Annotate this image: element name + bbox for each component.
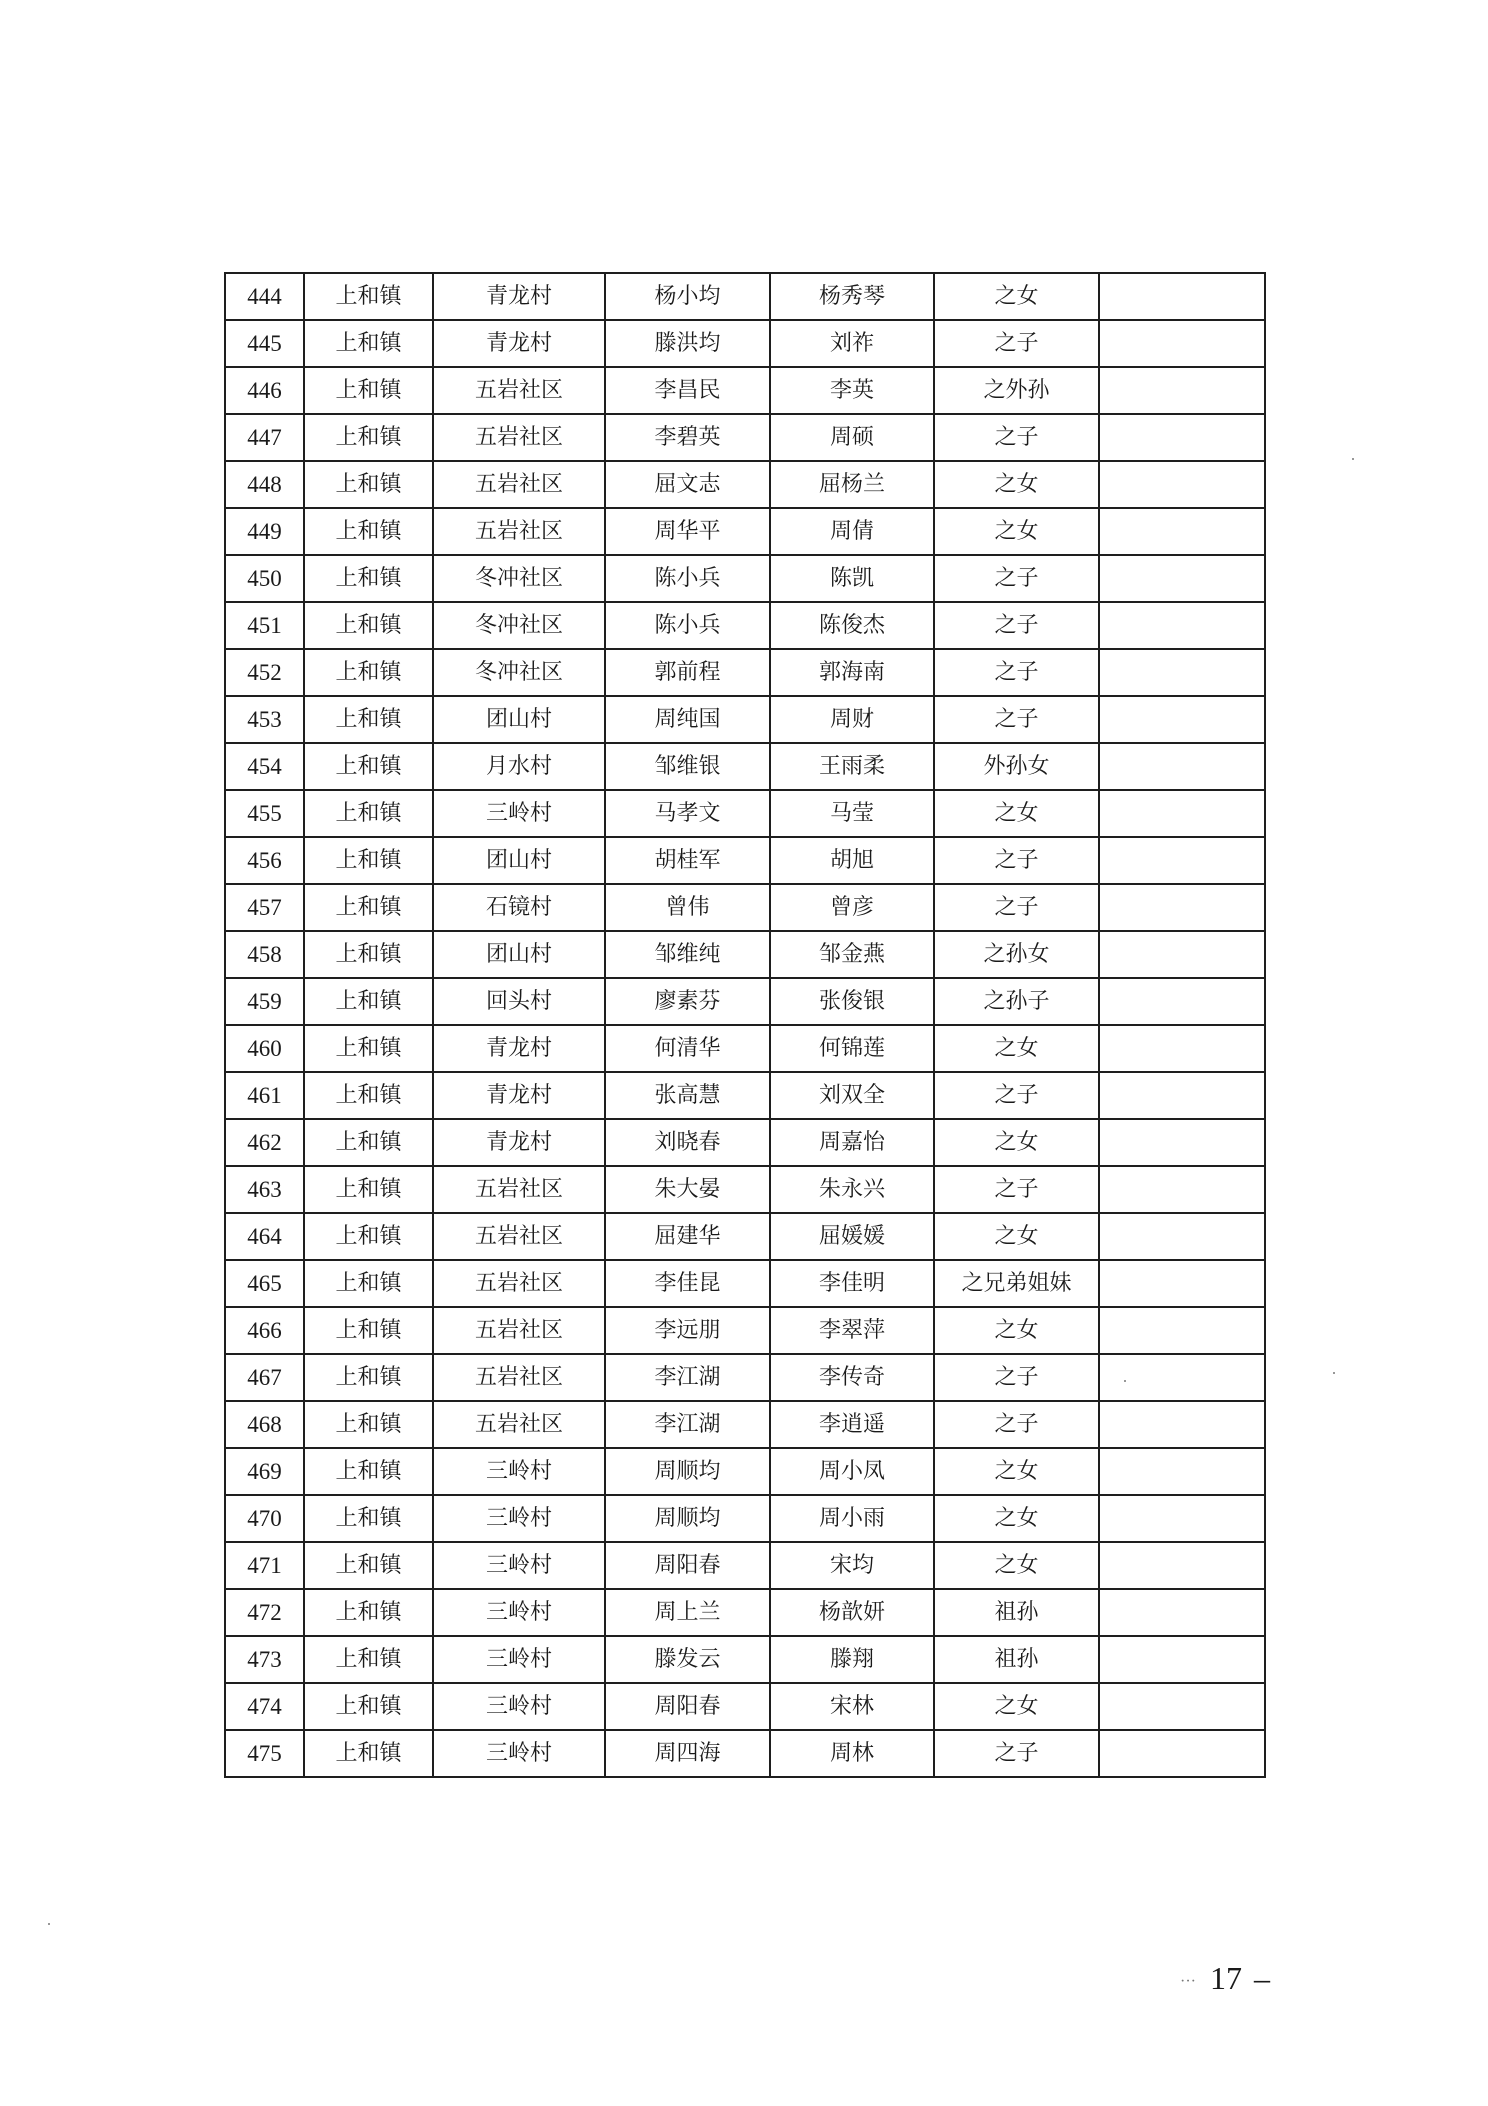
cell-relation: 之女 (934, 1542, 1099, 1589)
cell-remark (1099, 837, 1265, 884)
cell-member: 屈杨兰 (770, 461, 934, 508)
cell-relation: 祖孙 (934, 1636, 1099, 1683)
cell-member: 陈俊杰 (770, 602, 934, 649)
cell-applicant: 李碧英 (605, 414, 770, 461)
cell-town: 上和镇 (304, 320, 433, 367)
table-row (225, 696, 1265, 743)
cell-remark (1099, 1025, 1265, 1072)
table-row (225, 790, 1265, 837)
cell-member: 陈凯 (770, 555, 934, 602)
cell-member: 李逍遥 (770, 1401, 934, 1448)
cell-applicant: 周四海 (605, 1730, 770, 1777)
scan-speck (1352, 458, 1354, 460)
table-row (225, 1307, 1265, 1354)
cell-applicant: 周华平 (605, 508, 770, 555)
cell-town: 上和镇 (304, 1025, 433, 1072)
cell-member: 马莹 (770, 790, 934, 837)
cell-member: 李传奇 (770, 1354, 934, 1401)
cell-applicant: 李远朋 (605, 1307, 770, 1354)
cell-relation: 之子 (934, 649, 1099, 696)
cell-number: 471 (225, 1542, 304, 1589)
cell-town: 上和镇 (304, 696, 433, 743)
cell-remark (1099, 555, 1265, 602)
cell-applicant: 周阳春 (605, 1683, 770, 1730)
table-row (225, 931, 1265, 978)
table-row (225, 1589, 1265, 1636)
cell-town: 上和镇 (304, 1589, 433, 1636)
cell-town: 上和镇 (304, 1542, 433, 1589)
cell-number: 457 (225, 884, 304, 931)
cell-number: 451 (225, 602, 304, 649)
table-row (225, 743, 1265, 790)
table-row (225, 508, 1265, 555)
cell-number: 463 (225, 1166, 304, 1213)
cell-applicant: 朱大晏 (605, 1166, 770, 1213)
cell-relation: 之子 (934, 320, 1099, 367)
cell-remark (1099, 273, 1265, 320)
cell-village: 团山村 (433, 696, 605, 743)
cell-member: 宋均 (770, 1542, 934, 1589)
cell-number: 452 (225, 649, 304, 696)
cell-remark (1099, 978, 1265, 1025)
cell-village: 团山村 (433, 837, 605, 884)
cell-relation: 之女 (934, 1448, 1099, 1495)
page-footer (1180, 1960, 1270, 1997)
cell-relation: 之子 (934, 1401, 1099, 1448)
cell-applicant: 胡桂军 (605, 837, 770, 884)
cell-village: 五岩社区 (433, 367, 605, 414)
table-row (225, 1683, 1265, 1730)
cell-number: 458 (225, 931, 304, 978)
cell-relation: 之孙子 (934, 978, 1099, 1025)
cell-number: 445 (225, 320, 304, 367)
cell-relation: 之女 (934, 461, 1099, 508)
cell-remark (1099, 1495, 1265, 1542)
cell-village: 五岩社区 (433, 1166, 605, 1213)
cell-member: 杨歆妍 (770, 1589, 934, 1636)
cell-relation: 之子 (934, 414, 1099, 461)
table-row (225, 978, 1265, 1025)
cell-relation: 之女 (934, 1119, 1099, 1166)
cell-village: 冬冲社区 (433, 602, 605, 649)
table-row (225, 1401, 1265, 1448)
cell-remark (1099, 414, 1265, 461)
table-row (225, 1119, 1265, 1166)
cell-remark (1099, 1119, 1265, 1166)
cell-village: 五岩社区 (433, 461, 605, 508)
table-row (225, 837, 1265, 884)
table-row (225, 1636, 1265, 1683)
cell-remark (1099, 649, 1265, 696)
cell-number: 446 (225, 367, 304, 414)
cell-applicant: 张高慧 (605, 1072, 770, 1119)
cell-member: 张俊银 (770, 978, 934, 1025)
cell-relation: 之子 (934, 1072, 1099, 1119)
cell-remark (1099, 461, 1265, 508)
cell-remark (1099, 696, 1265, 743)
cell-remark (1099, 931, 1265, 978)
cell-remark (1099, 602, 1265, 649)
cell-remark (1099, 1683, 1265, 1730)
cell-member: 郭海南 (770, 649, 934, 696)
cell-remark (1099, 367, 1265, 414)
cell-member: 杨秀琴 (770, 273, 934, 320)
table-row (225, 884, 1265, 931)
cell-number: 444 (225, 273, 304, 320)
cell-remark (1099, 320, 1265, 367)
cell-member: 李翠萍 (770, 1307, 934, 1354)
cell-village: 五岩社区 (433, 1260, 605, 1307)
cell-relation: 之女 (934, 790, 1099, 837)
cell-member: 宋林 (770, 1683, 934, 1730)
cell-remark (1099, 1307, 1265, 1354)
cell-village: 回头村 (433, 978, 605, 1025)
cell-relation: 之子 (934, 884, 1099, 931)
footer-dots: ··· (1180, 1972, 1196, 1990)
cell-applicant: 廖素芬 (605, 978, 770, 1025)
cell-town: 上和镇 (304, 931, 433, 978)
cell-town: 上和镇 (304, 1072, 433, 1119)
cell-village: 三岭村 (433, 1495, 605, 1542)
table-row (225, 1448, 1265, 1495)
cell-applicant: 周阳春 (605, 1542, 770, 1589)
cell-remark (1099, 1636, 1265, 1683)
table-row (225, 367, 1265, 414)
cell-applicant: 何清华 (605, 1025, 770, 1072)
cell-village: 五岩社区 (433, 1354, 605, 1401)
cell-remark (1099, 1589, 1265, 1636)
table-row (225, 1542, 1265, 1589)
cell-number: 447 (225, 414, 304, 461)
cell-village: 五岩社区 (433, 414, 605, 461)
cell-town: 上和镇 (304, 1166, 433, 1213)
cell-number: 474 (225, 1683, 304, 1730)
cell-town: 上和镇 (304, 273, 433, 320)
scan-speck (1124, 1380, 1126, 1382)
cell-town: 上和镇 (304, 1119, 433, 1166)
cell-applicant: 李佳昆 (605, 1260, 770, 1307)
table-row (225, 1260, 1265, 1307)
cell-relation: 之女 (934, 273, 1099, 320)
cell-remark (1099, 1213, 1265, 1260)
table-row (225, 602, 1265, 649)
table-row (225, 320, 1265, 367)
cell-relation: 之兄弟姐妹 (934, 1260, 1099, 1307)
cell-relation: 之子 (934, 837, 1099, 884)
page-number: 17 (1209, 1960, 1242, 1996)
cell-town: 上和镇 (304, 1636, 433, 1683)
scan-speck (48, 1923, 50, 1925)
table-row (225, 555, 1265, 602)
cell-member: 何锦莲 (770, 1025, 934, 1072)
cell-applicant: 曾伟 (605, 884, 770, 931)
cell-remark (1099, 1730, 1265, 1777)
cell-number: 470 (225, 1495, 304, 1542)
cell-village: 三岭村 (433, 1683, 605, 1730)
cell-town: 上和镇 (304, 978, 433, 1025)
table-row (225, 649, 1265, 696)
cell-applicant: 滕发云 (605, 1636, 770, 1683)
cell-town: 上和镇 (304, 1213, 433, 1260)
cell-applicant: 陈小兵 (605, 555, 770, 602)
cell-village: 三岭村 (433, 1542, 605, 1589)
cell-member: 朱永兴 (770, 1166, 934, 1213)
cell-relation: 之女 (934, 1495, 1099, 1542)
cell-number: 469 (225, 1448, 304, 1495)
cell-number: 453 (225, 696, 304, 743)
cell-remark (1099, 1401, 1265, 1448)
cell-applicant: 杨小均 (605, 273, 770, 320)
cell-town: 上和镇 (304, 414, 433, 461)
cell-number: 448 (225, 461, 304, 508)
cell-applicant: 屈建华 (605, 1213, 770, 1260)
table-row (225, 461, 1265, 508)
table-row (225, 1495, 1265, 1542)
cell-applicant: 周顺均 (605, 1448, 770, 1495)
table-row (225, 1025, 1265, 1072)
cell-member: 屈媛媛 (770, 1213, 934, 1260)
cell-relation: 之女 (934, 508, 1099, 555)
cell-village: 五岩社区 (433, 1307, 605, 1354)
cell-village: 冬冲社区 (433, 649, 605, 696)
cell-applicant: 邹维纯 (605, 931, 770, 978)
cell-town: 上和镇 (304, 555, 433, 602)
cell-applicant: 屈文志 (605, 461, 770, 508)
cell-relation: 之子 (934, 555, 1099, 602)
cell-number: 468 (225, 1401, 304, 1448)
cell-town: 上和镇 (304, 790, 433, 837)
cell-relation: 之女 (934, 1683, 1099, 1730)
cell-relation: 之子 (934, 1730, 1099, 1777)
cell-town: 上和镇 (304, 602, 433, 649)
cell-applicant: 周上兰 (605, 1589, 770, 1636)
cell-relation: 之子 (934, 602, 1099, 649)
cell-relation: 之子 (934, 696, 1099, 743)
cell-member: 胡旭 (770, 837, 934, 884)
cell-village: 三岭村 (433, 790, 605, 837)
table-row (225, 1730, 1265, 1777)
cell-member: 周小凤 (770, 1448, 934, 1495)
cell-applicant: 李江湖 (605, 1401, 770, 1448)
cell-member: 刘双全 (770, 1072, 934, 1119)
cell-town: 上和镇 (304, 461, 433, 508)
roster-body (225, 273, 1265, 1777)
cell-town: 上和镇 (304, 1354, 433, 1401)
table-row (225, 1166, 1265, 1213)
cell-applicant: 马孝文 (605, 790, 770, 837)
cell-number: 464 (225, 1213, 304, 1260)
cell-member: 李佳明 (770, 1260, 934, 1307)
cell-number: 454 (225, 743, 304, 790)
cell-number: 460 (225, 1025, 304, 1072)
cell-member: 周小雨 (770, 1495, 934, 1542)
cell-town: 上和镇 (304, 1730, 433, 1777)
cell-remark (1099, 1166, 1265, 1213)
cell-number: 473 (225, 1636, 304, 1683)
cell-town: 上和镇 (304, 1448, 433, 1495)
cell-village: 青龙村 (433, 1025, 605, 1072)
cell-remark (1099, 884, 1265, 931)
footer-dash: – (1253, 1960, 1270, 1996)
cell-village: 石镜村 (433, 884, 605, 931)
cell-applicant: 李昌民 (605, 367, 770, 414)
cell-village: 五岩社区 (433, 1213, 605, 1260)
cell-relation: 之女 (934, 1025, 1099, 1072)
table-row (225, 273, 1265, 320)
cell-number: 466 (225, 1307, 304, 1354)
cell-town: 上和镇 (304, 837, 433, 884)
cell-remark (1099, 1448, 1265, 1495)
cell-remark (1099, 1542, 1265, 1589)
cell-applicant: 陈小兵 (605, 602, 770, 649)
cell-town: 上和镇 (304, 1683, 433, 1730)
cell-village: 月水村 (433, 743, 605, 790)
cell-village: 青龙村 (433, 273, 605, 320)
cell-applicant: 李江湖 (605, 1354, 770, 1401)
cell-village: 青龙村 (433, 1119, 605, 1166)
cell-relation: 之孙女 (934, 931, 1099, 978)
cell-town: 上和镇 (304, 1307, 433, 1354)
cell-number: 462 (225, 1119, 304, 1166)
cell-relation: 祖孙 (934, 1589, 1099, 1636)
cell-number: 455 (225, 790, 304, 837)
cell-town: 上和镇 (304, 649, 433, 696)
cell-applicant: 刘晓春 (605, 1119, 770, 1166)
cell-number: 465 (225, 1260, 304, 1307)
cell-village: 冬冲社区 (433, 555, 605, 602)
cell-relation: 之外孙 (934, 367, 1099, 414)
cell-remark (1099, 790, 1265, 837)
cell-number: 461 (225, 1072, 304, 1119)
cell-number: 450 (225, 555, 304, 602)
cell-number: 456 (225, 837, 304, 884)
cell-number: 449 (225, 508, 304, 555)
cell-member: 周倩 (770, 508, 934, 555)
cell-village: 五岩社区 (433, 508, 605, 555)
table-row (225, 1354, 1265, 1401)
cell-number: 459 (225, 978, 304, 1025)
cell-member: 曾彦 (770, 884, 934, 931)
cell-applicant: 周纯国 (605, 696, 770, 743)
cell-village: 三岭村 (433, 1448, 605, 1495)
cell-remark (1099, 743, 1265, 790)
cell-town: 上和镇 (304, 1401, 433, 1448)
cell-relation: 之子 (934, 1166, 1099, 1213)
cell-member: 周硕 (770, 414, 934, 461)
cell-village: 团山村 (433, 931, 605, 978)
cell-applicant: 邹维银 (605, 743, 770, 790)
cell-remark (1099, 508, 1265, 555)
cell-applicant: 郭前程 (605, 649, 770, 696)
cell-applicant: 周顺均 (605, 1495, 770, 1542)
cell-number: 475 (225, 1730, 304, 1777)
cell-applicant: 滕洪均 (605, 320, 770, 367)
cell-member: 王雨柔 (770, 743, 934, 790)
cell-number: 472 (225, 1589, 304, 1636)
cell-village: 三岭村 (433, 1636, 605, 1683)
cell-member: 周嘉怡 (770, 1119, 934, 1166)
cell-member: 滕翔 (770, 1636, 934, 1683)
table-row (225, 414, 1265, 461)
cell-town: 上和镇 (304, 1260, 433, 1307)
cell-remark (1099, 1072, 1265, 1119)
cell-village: 三岭村 (433, 1589, 605, 1636)
cell-village: 青龙村 (433, 1072, 605, 1119)
cell-member: 周林 (770, 1730, 934, 1777)
cell-town: 上和镇 (304, 508, 433, 555)
table-row (225, 1072, 1265, 1119)
cell-remark (1099, 1354, 1265, 1401)
cell-town: 上和镇 (304, 367, 433, 414)
cell-member: 周财 (770, 696, 934, 743)
cell-relation: 之子 (934, 1354, 1099, 1401)
cell-village: 青龙村 (433, 320, 605, 367)
cell-village: 三岭村 (433, 1730, 605, 1777)
cell-town: 上和镇 (304, 1495, 433, 1542)
cell-member: 李英 (770, 367, 934, 414)
cell-member: 邹金燕 (770, 931, 934, 978)
table-row (225, 1213, 1265, 1260)
cell-remark (1099, 1260, 1265, 1307)
scan-speck (1333, 1372, 1335, 1374)
cell-relation: 之女 (934, 1213, 1099, 1260)
cell-relation: 之女 (934, 1307, 1099, 1354)
cell-number: 467 (225, 1354, 304, 1401)
cell-relation: 外孙女 (934, 743, 1099, 790)
roster-table (224, 272, 1266, 1778)
cell-town: 上和镇 (304, 884, 433, 931)
cell-town: 上和镇 (304, 743, 433, 790)
cell-village: 五岩社区 (433, 1401, 605, 1448)
cell-member: 刘祚 (770, 320, 934, 367)
